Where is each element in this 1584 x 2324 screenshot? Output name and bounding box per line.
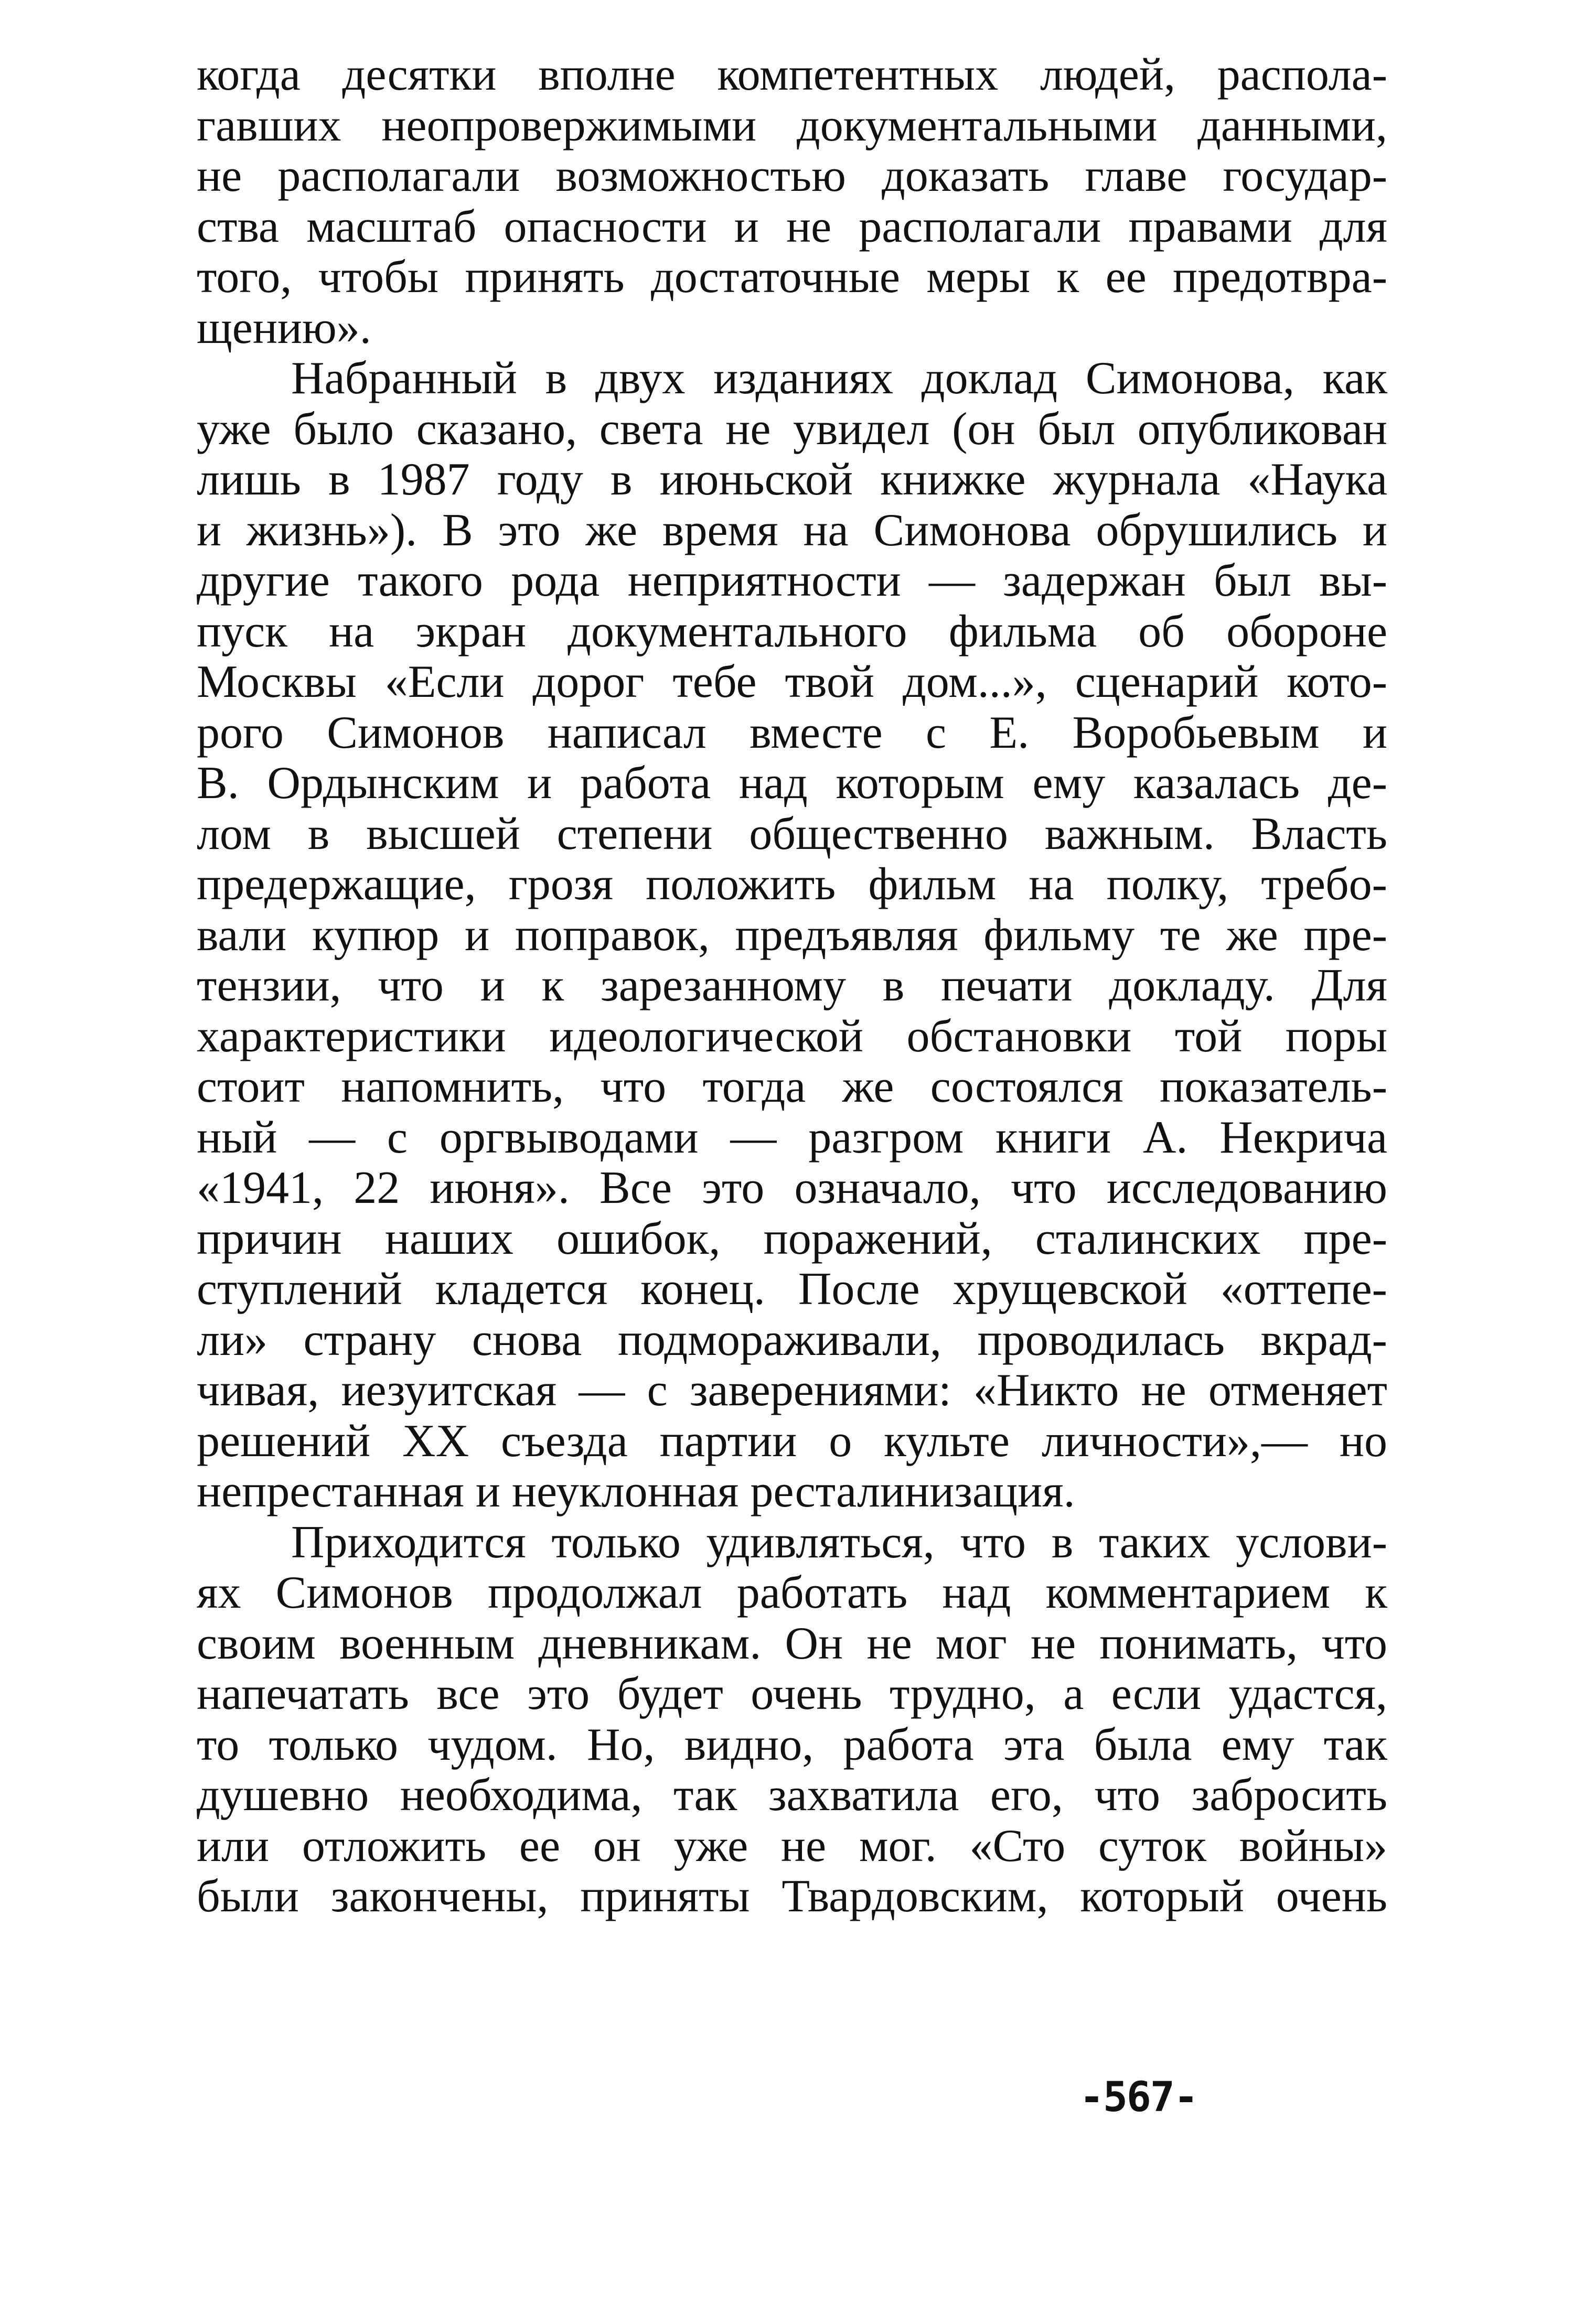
text-line: предержащие, грозя положить фильм на полку, требо- <box>197 859 1387 910</box>
paragraph <box>197 353 1387 1518</box>
text-line: и жизнь»). В это же время на Симонова обрушились и <box>197 504 1387 556</box>
text-line: были закончены, приняты Твардовским, который очень <box>197 1871 1387 1922</box>
text-line: напечатать все это будет очень трудно, а если удастся, <box>197 1669 1387 1719</box>
page-body <box>197 50 1387 1922</box>
text-line: не располагали возможностью доказать главе государ- <box>197 150 1387 201</box>
text-line: рого Симонов написал вместе с Е. Воробьевым и <box>197 707 1387 758</box>
text-line: Москвы «Если дорог тебе твой дом...», сценарий кото- <box>197 657 1387 707</box>
text-line: вали купюр и поправок, предъявляя фильму те же пре- <box>197 909 1387 961</box>
text-line: «1941, 22 июня». Все это означало, что исследованию <box>197 1163 1387 1213</box>
text-line: ях Симонов продолжал работать над комментарием к <box>197 1567 1387 1618</box>
text-line: лом в высшей степени общественно важным. Власть <box>197 808 1387 859</box>
text-line: своим военным дневникам. Он не мог не понимать, что <box>197 1618 1387 1669</box>
text-line: пуск на экран документального фильма об обороне <box>197 606 1387 657</box>
text-line: ства масштаб опасности и не располагали правами для <box>197 201 1387 252</box>
text-line: Приходится только удивляться, что в таких услови- <box>291 1516 1387 1568</box>
text-line: стоит напомнить, что тогда же состоялся показатель- <box>197 1061 1387 1112</box>
text-line: ный — с оргвыводами — разгром книги А. Некрича <box>197 1112 1387 1163</box>
paragraph <box>197 1518 1387 1922</box>
text-line: непрестанная и неуклонная ресталинизация. <box>197 1466 1075 1517</box>
text-line: душевно необходима, так захватила его, что забросить <box>197 1770 1387 1821</box>
text-line: щению». <box>197 302 371 353</box>
text-line: или отложить ее он уже не мог. «Сто суток войны» <box>197 1820 1387 1871</box>
text-line: другие такого рода неприятности — задержан был вы- <box>197 555 1387 606</box>
text-line: когда десятки вполне компетентных людей, распола- <box>197 49 1387 100</box>
page-number: -567- <box>1079 2074 1197 2121</box>
paragraph <box>197 50 1387 353</box>
text-line: решений XX съезда партии о культе личности»,— но <box>197 1415 1387 1467</box>
text-line: тензии, что и к зарезанному в печати докладу. Для <box>197 960 1387 1011</box>
text-line: лишь в 1987 году в июньской книжке журнала «Наука <box>197 454 1387 505</box>
text-line: гавших неопровержимыми документальными данными, <box>197 100 1387 151</box>
text-line: характеристики идеологической обстановки той поры <box>197 1010 1387 1062</box>
text-line: чивая, иезуитская — с заверениями: «Никто не отменяет <box>197 1365 1387 1416</box>
text-line: Набранный в двух изданиях доклад Симонова, как <box>291 353 1387 404</box>
text-line: того, чтобы принять достаточные меры к ее предотвра- <box>197 252 1387 303</box>
text-line: уже было сказано, света не увидел (он был опубликован <box>197 403 1387 455</box>
text-line: ли» страну снова подмораживали, проводилась вкрад- <box>197 1314 1387 1365</box>
text-line: В. Ордынским и работа над которым ему казалась де- <box>197 758 1387 809</box>
text-line: причин наших ошибок, поражений, сталинских пре- <box>197 1213 1387 1264</box>
text-line: то только чудом. Но, видно, работа эта была ему так <box>197 1719 1387 1770</box>
text-line: ступлений кладется конец. После хрущевской «оттепе- <box>197 1264 1387 1315</box>
